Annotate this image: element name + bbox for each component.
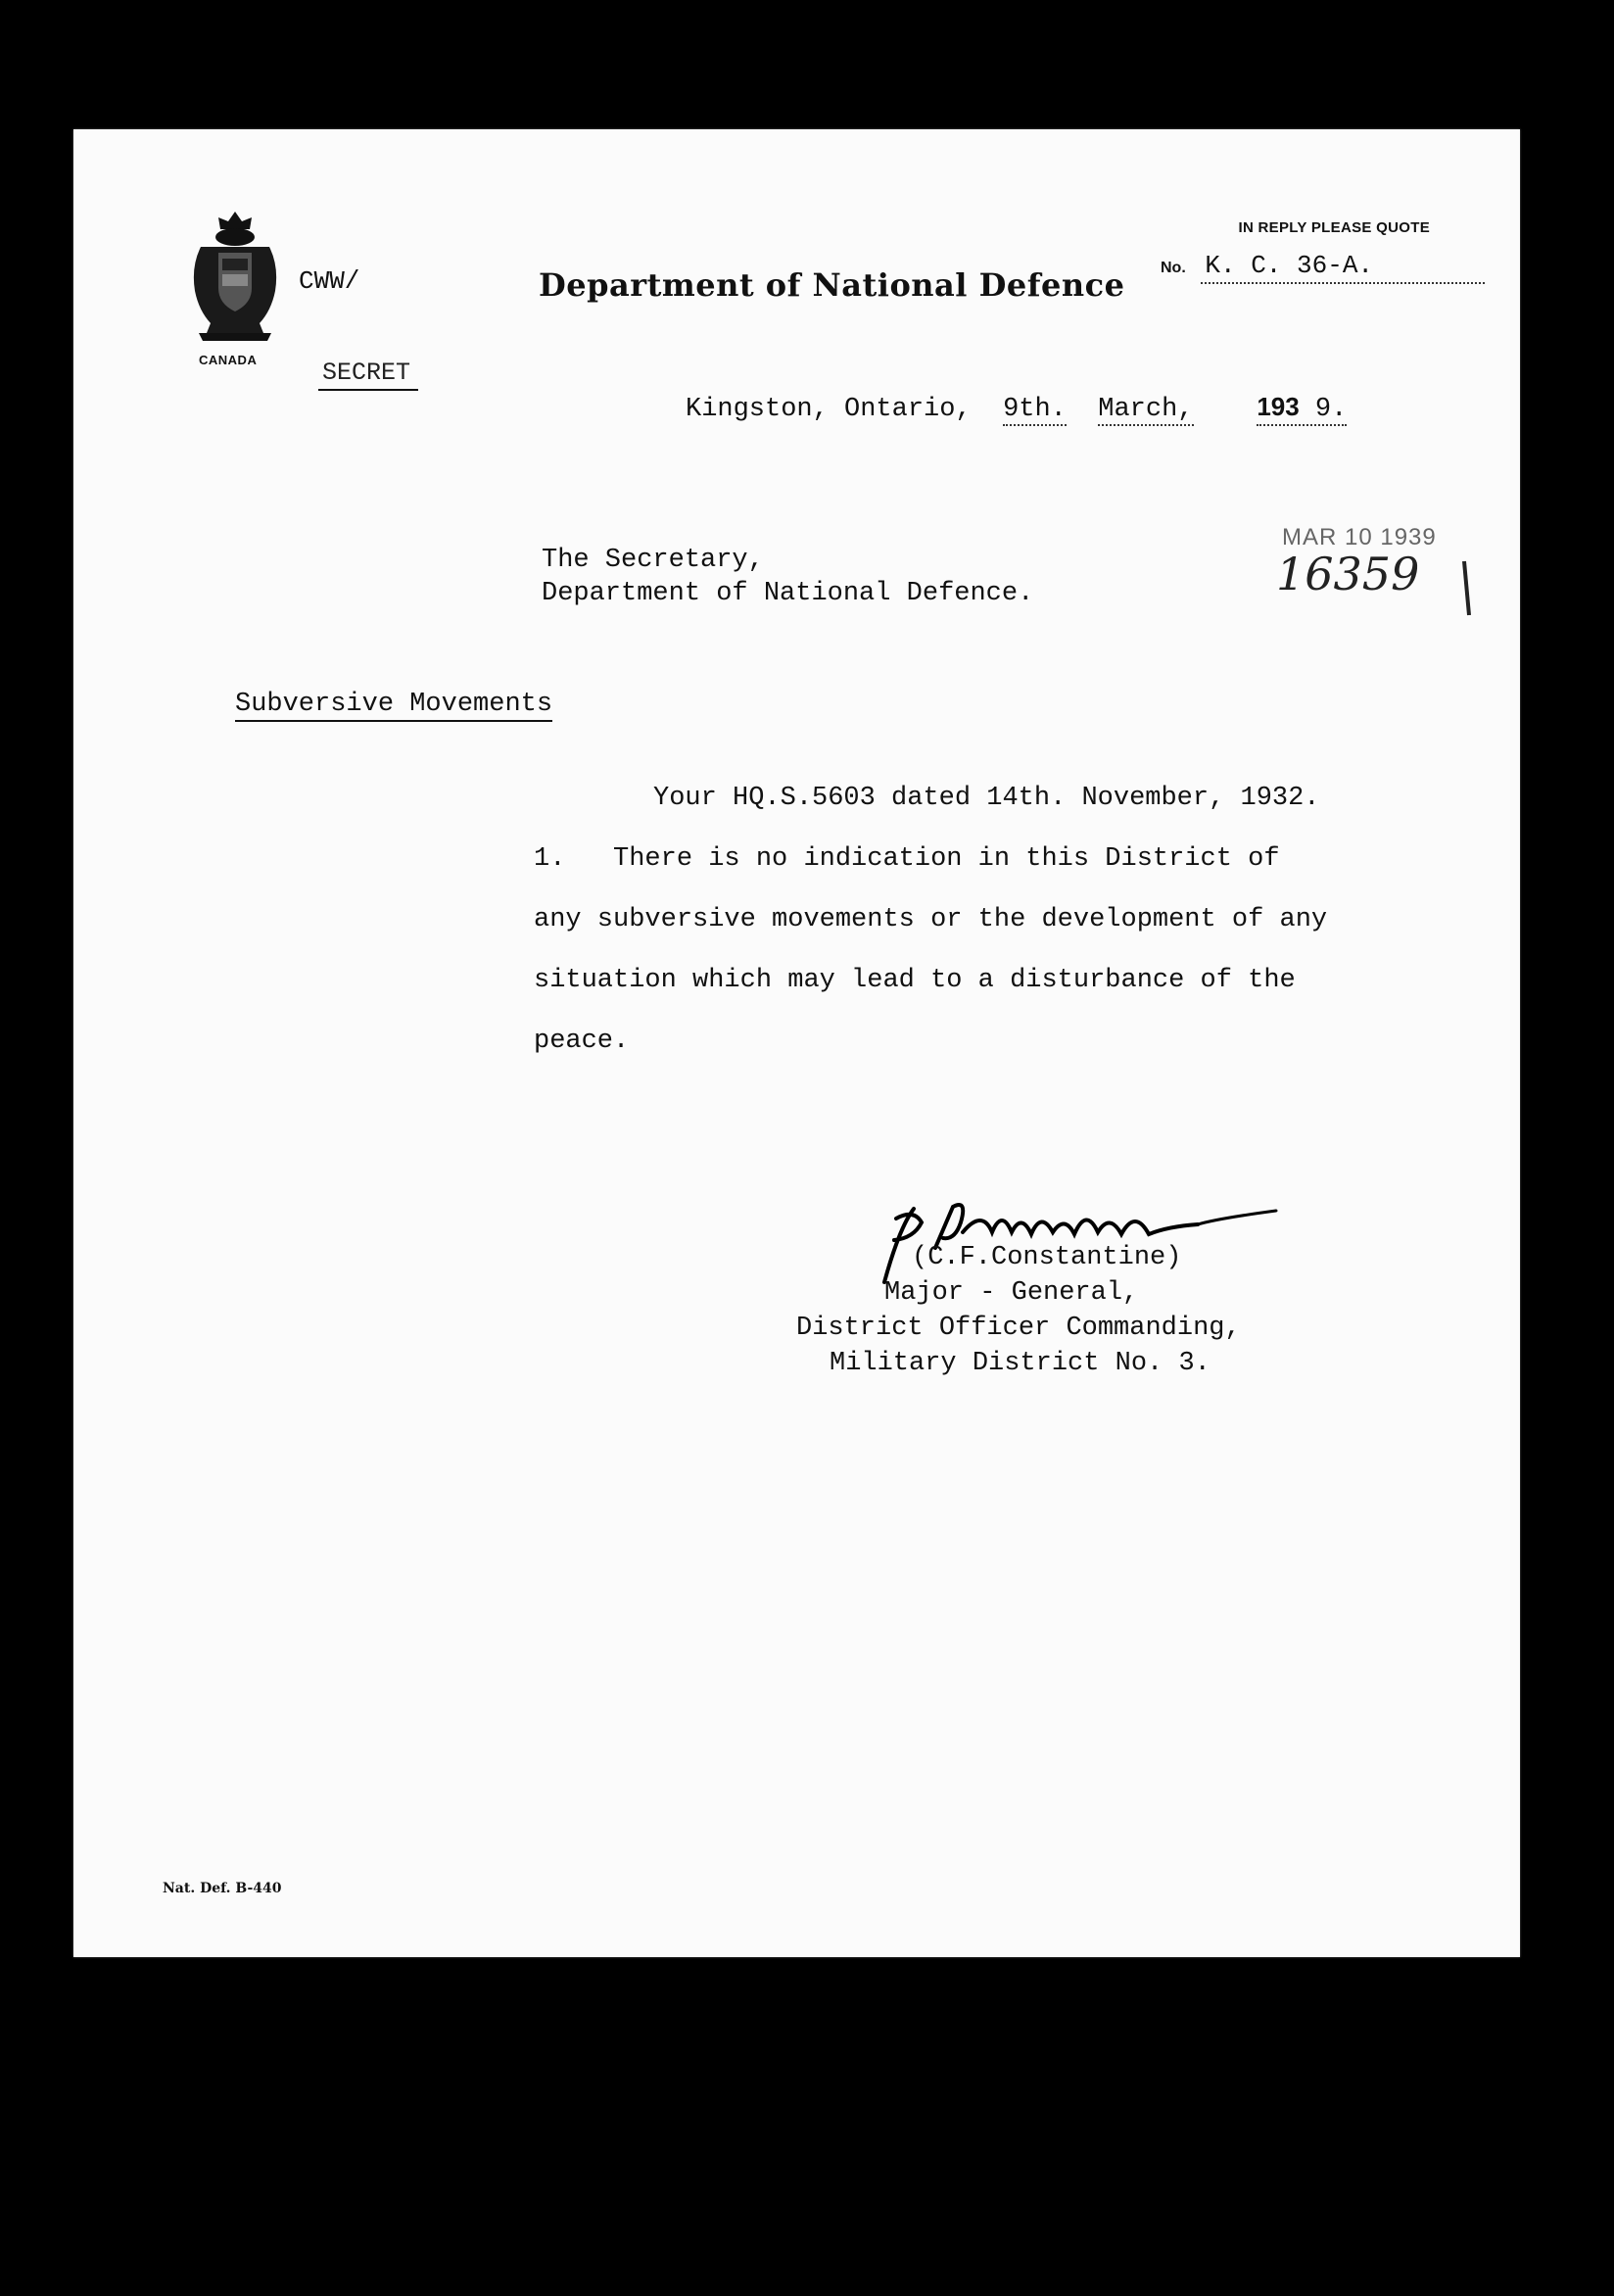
addressee-name: The Secretary, bbox=[542, 546, 764, 575]
canada-coat-of-arms-icon bbox=[181, 208, 289, 345]
signatory-title: District Officer Commanding, bbox=[796, 1314, 1241, 1343]
addressee-department: Department of National Defence. bbox=[542, 579, 1034, 608]
signatory-name: (C.F.Constantine) bbox=[912, 1243, 1182, 1272]
reference-line: Your HQ.S.5603 dated 14th. November, 1932. bbox=[653, 784, 1320, 813]
reference-no-label: No. bbox=[1161, 260, 1186, 276]
signatory-rank: Major - General, bbox=[884, 1278, 1139, 1308]
date-year-suffix: 9. bbox=[1314, 395, 1348, 424]
classification-marking: SECRET bbox=[318, 359, 418, 391]
body-line: situation which may lead to a disturbance of the bbox=[534, 966, 1296, 995]
form-number: Nat. Def. B-440 bbox=[163, 1881, 282, 1896]
reply-quote-label: IN REPLY PLEASE QUOTE bbox=[1238, 219, 1430, 236]
place-date-line bbox=[686, 392, 1347, 424]
body-line: 1. There is no indication in this District of bbox=[534, 844, 1280, 874]
place: Kingston, Ontario, bbox=[686, 395, 972, 424]
department-title: Department of National Defence bbox=[539, 266, 1125, 304]
reference-number: K. C. 36-A. bbox=[1201, 251, 1485, 284]
stamp-number: 16359 bbox=[1276, 548, 1420, 600]
date-day: 9th. bbox=[1003, 395, 1067, 424]
date-year-prefix: 193 bbox=[1257, 392, 1300, 421]
letter-page bbox=[73, 129, 1520, 1957]
stamp-date: MAR 10 1939 bbox=[1282, 524, 1437, 550]
body-line: peace. bbox=[534, 1027, 630, 1056]
crest-caption: CANADA bbox=[199, 353, 258, 367]
typist-initials: CWW/ bbox=[299, 266, 360, 296]
signatory-district: Military District No. 3. bbox=[830, 1349, 1210, 1378]
signature-block bbox=[796, 1240, 1345, 1381]
reference-number-line bbox=[1161, 251, 1485, 284]
date-month: March, bbox=[1098, 395, 1194, 424]
body-line: any subversive movements or the development of any bbox=[534, 905, 1328, 934]
addressee-block bbox=[542, 544, 1033, 610]
letter-body bbox=[534, 784, 1327, 1087]
received-stamp bbox=[1268, 517, 1484, 625]
subject-heading: Subversive Movements bbox=[235, 690, 552, 722]
